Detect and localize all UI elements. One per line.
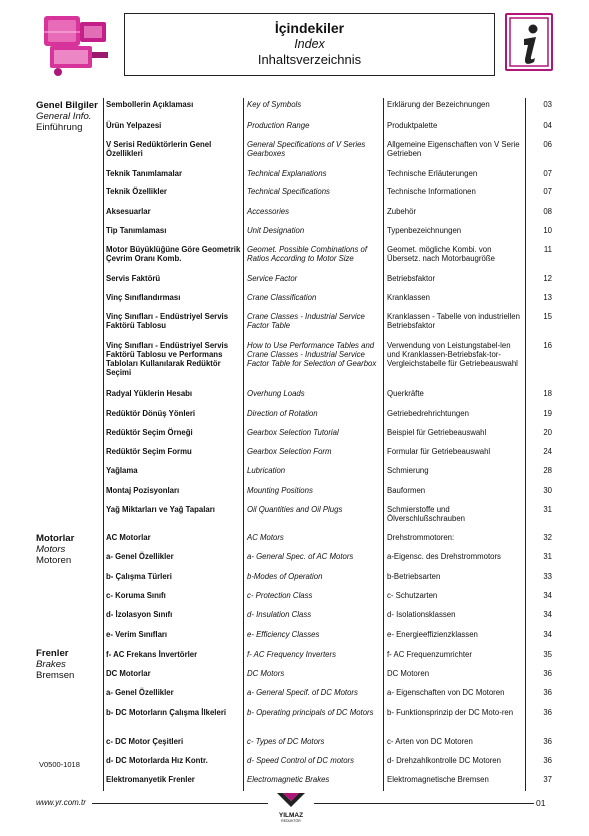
entry-de: Schmierstoffe und Ölverschlußschrauben (387, 505, 466, 523)
entry-en: Geomet. Possible Combinations of Ratios According to Motor Size (247, 245, 368, 263)
section-title-tr: Frenler (36, 648, 69, 659)
entry-tr: e- Verim Sınıfları (106, 630, 168, 639)
entry-tr: Redüktör Seçim Örneği (106, 428, 193, 437)
entry-en: Mounting Positions (247, 486, 313, 495)
entry-de: Bauformen (387, 486, 426, 495)
entry-tr: Vinç Sınıfları - Endüstriyel Servis Faktörü Tablosu ve Performans Tabloları Kullanılarak Redüktör Seçimi (106, 341, 229, 377)
title-english: Index (294, 37, 325, 51)
entry-page: 08 (543, 207, 552, 216)
entry-page: 24 (543, 447, 552, 456)
footer-rule-left (92, 803, 268, 804)
entry-tr: Yağlama (106, 466, 138, 475)
entry-en: Technical Explanations (247, 169, 327, 178)
entry-en: Accessories (247, 207, 290, 216)
entry-en: Direction of Rotation (247, 409, 318, 418)
entry-de: e- Energieeffizienzklassen (387, 630, 478, 639)
entry-tr: Redüktör Seçim Formu (106, 447, 192, 456)
entry-de: a- Eigenschaften von DC Motoren (387, 688, 505, 697)
entry-en: b-Modes of Operation (247, 572, 323, 581)
entry-en: Lubrication (247, 466, 286, 475)
entry-de: DC Motoren (387, 669, 430, 678)
entry-tr: Montaj Pozisyonları (106, 486, 180, 495)
entry-de: Getriebedrehrichtungen (387, 409, 469, 418)
section-title-en: Motors (36, 544, 66, 555)
entry-de: Geomet. mögliche Kombi. von Übersetz. nach Motorbaugröße (387, 245, 495, 263)
entry-page: 37 (543, 775, 552, 784)
entry-page: 11 (543, 245, 552, 254)
entry-page: 15 (543, 312, 552, 321)
entry-tr: AC Motorlar (106, 533, 151, 542)
entry-de: Elektromagnetische Bremsen (387, 775, 489, 784)
info-icon (505, 13, 553, 71)
entry-page: 31 (543, 552, 552, 561)
entry-tr: Radyal Yüklerin Hesabı (106, 389, 193, 398)
entry-en: Production Range (247, 121, 310, 130)
entry-en: Gearbox Selection Form (247, 447, 332, 456)
entry-page: 36 (543, 688, 552, 697)
entry-page: 33 (543, 572, 552, 581)
entry-de: Formular für Getriebeauswahl (387, 447, 491, 456)
entry-de: Erklärung der Bezeichnungen (387, 100, 490, 109)
entry-de: b- Funktionsprinzip der DC Moto-ren (387, 708, 514, 717)
entry-tr: Servis Faktörü (106, 274, 161, 283)
entry-de: Zubehör (387, 207, 417, 216)
entry-en: e- Efficiency Classes (247, 630, 320, 639)
entry-tr: Teknik Tanımlamalar (106, 169, 182, 178)
entry-de: d- Isolationsklassen (387, 610, 456, 619)
entry-en: AC Motors (247, 533, 284, 542)
divider-section (103, 98, 104, 791)
entry-tr: c- DC Motor Çeşitleri (106, 737, 184, 746)
entry-de: Technische Erläuterungen (387, 169, 478, 178)
document-code: V0500-1018 (39, 760, 80, 769)
divider-col-2 (383, 98, 384, 791)
entry-tr: f- AC Frekans İnvertörler (106, 650, 198, 659)
entry-de: Drehstrommotoren: (387, 533, 455, 542)
entry-tr: Aksesuarlar (106, 207, 151, 216)
title-box (124, 13, 495, 76)
section-title-en: General Info. (36, 111, 92, 122)
yilmaz-logo (271, 792, 311, 823)
entry-tr: c- Koruma Sınıfı (106, 591, 166, 600)
entry-page: 19 (543, 409, 552, 418)
section-title-tr: Motorlar (36, 533, 75, 544)
entry-de: b-Betriebsarten (387, 572, 441, 581)
entry-en: b- Operating principals of DC Motors (247, 708, 374, 717)
entry-page: 20 (543, 428, 552, 437)
entry-page: 16 (543, 341, 552, 350)
section-title-de: Einführung (36, 122, 83, 133)
entry-en: c- Types of DC Motors (247, 737, 325, 746)
entry-page: 10 (543, 226, 552, 235)
entry-en: a- General Specif. of DC Motors (247, 688, 358, 697)
section-general-info (36, 100, 104, 133)
section-title-de: Motoren (36, 555, 72, 566)
entry-de: f- AC Frequenzumrichter (387, 650, 472, 659)
entry-tr: Teknik Özellikler (106, 187, 167, 196)
entry-page: 36 (543, 708, 552, 717)
title-turkish: İçindekiler (274, 20, 345, 36)
entry-en: Key of Symbols (247, 100, 302, 109)
entry-page: 13 (543, 293, 552, 302)
entry-page: 30 (543, 486, 552, 495)
entry-page: 34 (543, 630, 552, 639)
entry-page: 06 (543, 140, 552, 149)
entry-en: General Specifications of V Series Gearboxes (247, 140, 366, 158)
entry-en: Gearbox Selection Tutorial (247, 428, 339, 437)
entry-en: Service Factor (247, 274, 298, 283)
entry-de: c- Arten von DC Motoren (387, 737, 473, 746)
entry-de: c- Schutzarten (387, 591, 438, 600)
entry-page: 34 (543, 591, 552, 600)
entry-en: Unit Designation (247, 226, 305, 235)
entry-tr: d- İzolasyon Sınıfı (106, 610, 173, 619)
entry-de: Verwendung von Leistungstabel-len und Kranklassen-Betriebsfak-tor-Vergleichstabelle für Getriebeauswahl (387, 341, 518, 368)
entry-page: 07 (543, 187, 552, 196)
entry-en: Technical Specifications (247, 187, 330, 196)
brand-subtitle: REDÜKTÖR (281, 819, 301, 823)
entry-de: a-Eigensc. des Drehstrommotors (387, 552, 501, 561)
divider-col-1 (243, 98, 244, 791)
entry-en: How to Use Performance Tables and Crane Classes - Industrial Service Factor Table for Selection of Gearbox (247, 341, 377, 368)
entry-tr: Tip Tanımlaması (106, 226, 167, 235)
entry-de: Querkräfte (387, 389, 424, 398)
entry-en: DC Motors (247, 669, 285, 678)
entry-page: 28 (543, 466, 552, 475)
gearmotor-product-image (40, 12, 114, 78)
entry-tr: V Serisi Redüktörlerin Genel Özellikleri (106, 140, 212, 158)
entry-page: 32 (543, 533, 552, 542)
page-number: 01 (536, 798, 546, 808)
entry-tr: a- Genel Özellikler (106, 552, 174, 561)
entry-de: Typenbezeichnungen (387, 226, 462, 235)
entry-page: 31 (543, 505, 552, 514)
entry-tr: Vinç Sınıflandırması (106, 293, 181, 302)
entry-page: 04 (543, 121, 552, 130)
entry-de: Technische Informationen (387, 187, 476, 196)
footer-rule-right (314, 803, 534, 804)
section-title-de: Bremsen (36, 670, 75, 681)
section-title-en: Brakes (36, 659, 66, 670)
entry-en: Crane Classification (247, 293, 317, 302)
entry-page: 03 (543, 100, 552, 109)
entry-tr: Elektromanyetik Frenler (106, 775, 195, 784)
entry-page: 34 (543, 610, 552, 619)
entry-tr: DC Motorlar (106, 669, 151, 678)
section-title-tr: Genel Bilgiler (36, 100, 98, 111)
entry-tr: a- Genel Özellikler (106, 688, 174, 697)
section-motors (36, 533, 104, 566)
title-german: Inhaltsverzeichnis (257, 52, 362, 67)
entry-tr: b- Çalışma Türleri (106, 572, 172, 581)
entry-tr: Vinç Sınıfları - Endüstriyel Servis Faktörü Tablosu (106, 312, 229, 330)
entry-de: Beispiel für Getriebeauswahl (387, 428, 487, 437)
entry-de: Produktpalette (387, 121, 438, 130)
divider-col-3 (525, 98, 526, 791)
website-link[interactable]: www.yr.com.tr (36, 798, 86, 807)
entry-page: 36 (543, 756, 552, 765)
entry-page: 07 (543, 169, 552, 178)
brand-name: YILMAZ (278, 812, 304, 819)
entry-tr: Ürün Yelpazesi (106, 121, 162, 130)
entry-page: 18 (543, 389, 552, 398)
entry-en: c- Protection Class (247, 591, 313, 600)
entry-tr: Motor Büyüklüğüne Göre Geometrik Çevrim Oranı Komb. (106, 245, 241, 263)
entry-de: d- Drehzahlkontrolle DC Motoren (387, 756, 501, 765)
entry-de: Kranklassen (387, 293, 430, 302)
entry-en: Crane Classes - Industrial Service Factor Table (247, 312, 365, 330)
entry-page: 35 (543, 650, 552, 659)
entry-tr: d- DC Motorlarda Hız Kontr. (106, 756, 208, 765)
entry-page: 36 (543, 669, 552, 678)
entry-tr: Sembollerin Açıklaması (106, 100, 194, 109)
entry-page: 36 (543, 737, 552, 746)
entry-de: Schmierung (387, 466, 429, 475)
entry-tr: Redüktör Dönüş Yönleri (106, 409, 196, 418)
entry-de: Kranklassen - Tabelle von industriellen Betriebsfaktor (387, 312, 520, 330)
entry-de: Allgemeine Eigenschaften von V Serie Getrieben (387, 140, 520, 158)
entry-en: Electromagnetic Brakes (247, 775, 330, 784)
entry-tr: Yağ Miktarları ve Yağ Tapaları (106, 505, 215, 514)
entry-de: Betriebsfaktor (387, 274, 436, 283)
section-brakes (36, 648, 104, 681)
entry-en: d- Speed Control of DC motors (247, 756, 355, 765)
entry-en: Overhung Loads (247, 389, 305, 398)
entry-page: 12 (543, 274, 552, 283)
entry-en: Oil Quantities and Oil Plugs (247, 505, 343, 514)
entry-en: f- AC Frequency Inverters (247, 650, 336, 659)
entry-en: d- Insulation Class (247, 610, 312, 619)
entry-en: a- General Spec. of AC Motors (247, 552, 354, 561)
entry-tr: b- DC Motorların Çalışma İlkeleri (106, 708, 227, 717)
yilmaz-logo-mark (271, 792, 311, 808)
